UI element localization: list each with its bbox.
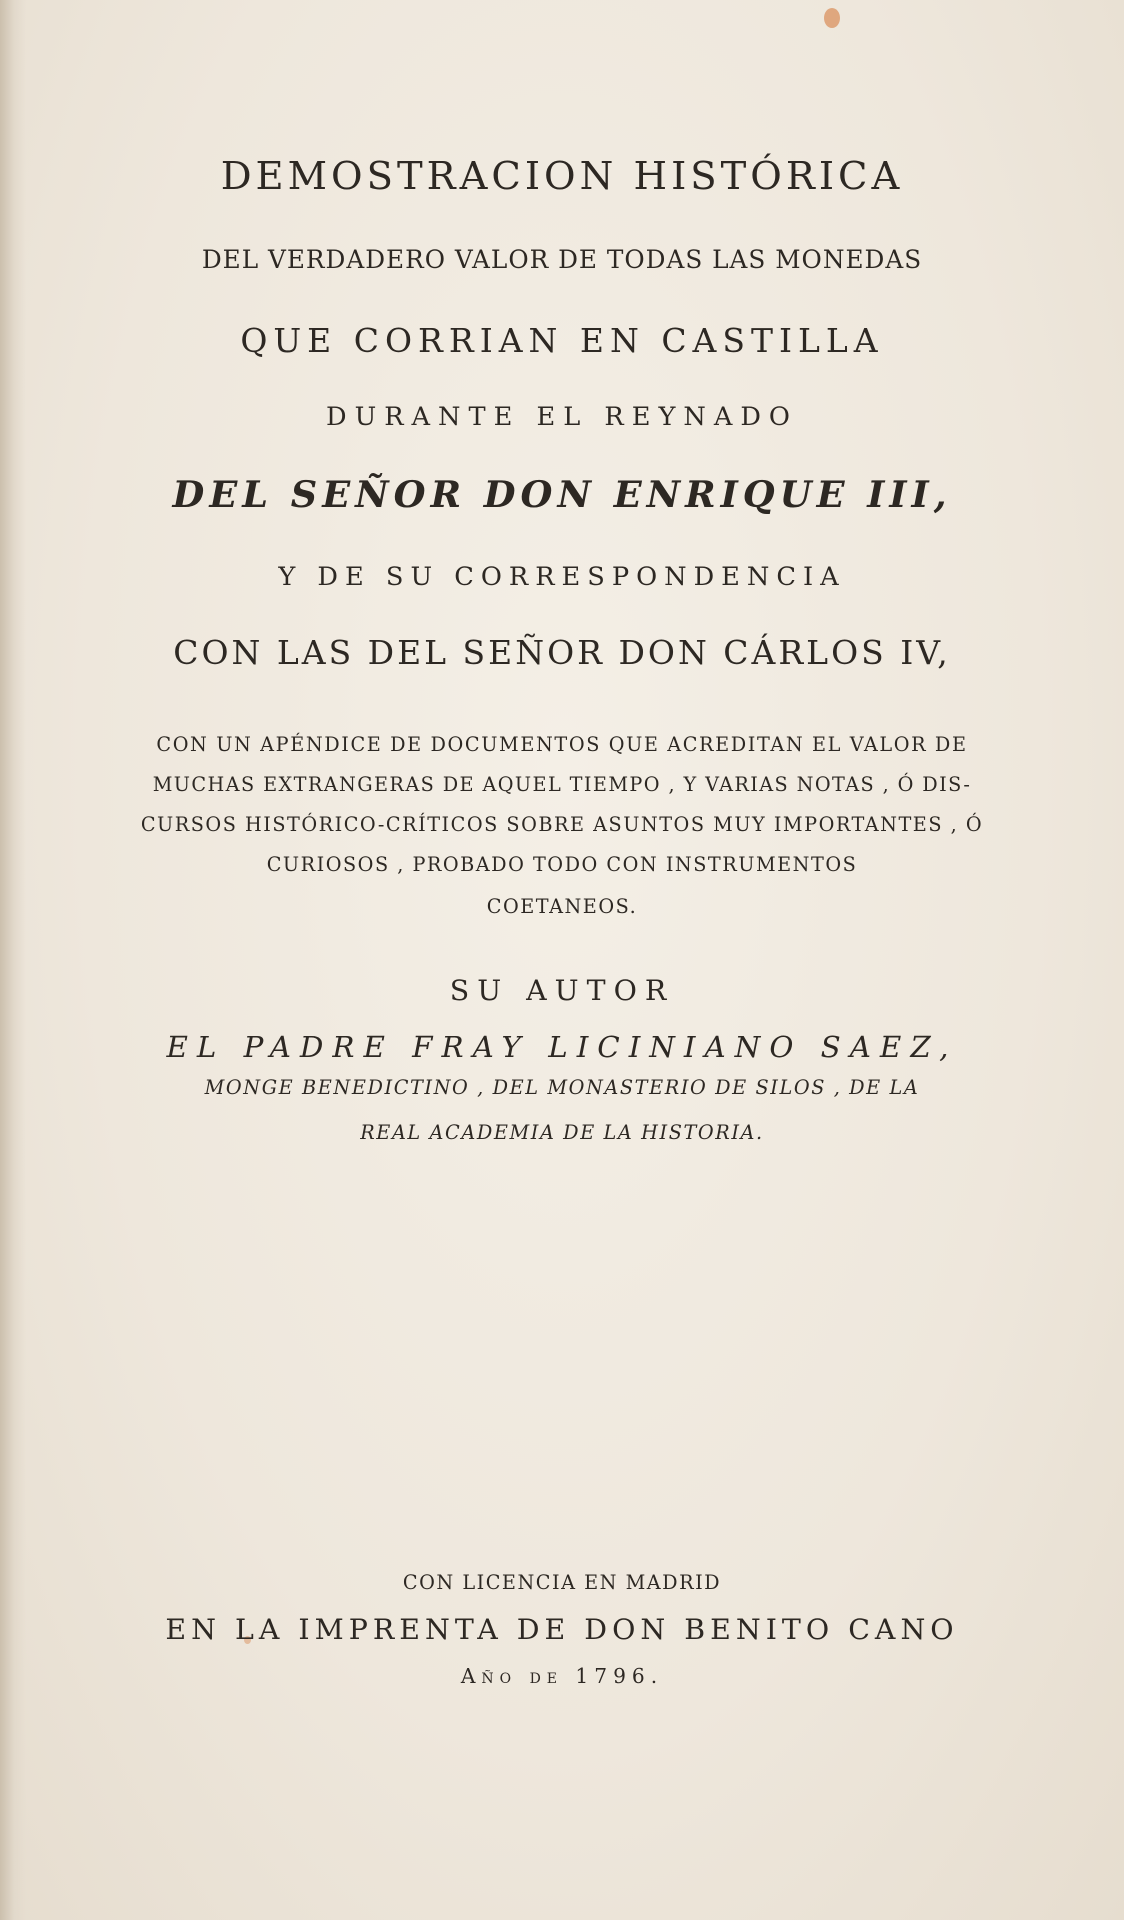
title-line-2: DEL VERDADERO VALOR DE TODAS LAS MONEDAS <box>201 245 923 274</box>
appendix-line-4: CURIOSOS , PROBADO TODO CON INSTRUMENTOS <box>266 853 858 876</box>
author-heading: SU AUTOR <box>449 974 675 1007</box>
appendix-line-5: COETANEOS. <box>486 895 638 918</box>
title-line-7: CON LAS DEL SEÑOR DON CÁRLOS IV, <box>173 633 951 672</box>
author-affiliation-1: MONGE BENEDICTINO , DEL MONASTERIO DE SILOS , DE LA <box>204 1076 920 1099</box>
title-line-6: Y DE SU CORRESPONDENCIA <box>278 562 846 592</box>
imprint-printer: EN LA IMPRENTA DE DON BENITO CANO <box>165 1613 959 1646</box>
title-line-1: DEMOSTRACION HISTÓRICA <box>220 154 904 199</box>
imprint-license: CON LICENCIA EN MADRID <box>402 1571 722 1594</box>
title-line-4: DURANTE EL REYNADO <box>326 402 798 432</box>
foxing-spot <box>824 8 840 28</box>
appendix-line-3: CURSOS HISTÓRICO-CRÍTICOS SOBRE ASUNTOS MUY IMPORTANTES , Ó <box>140 813 984 836</box>
title-line-5: DEL SEÑOR DON ENRIQUE III, <box>172 473 952 516</box>
appendix-line-2: MUCHAS EXTRANGERAS DE AQUEL TIEMPO , Y VARIAS NOTAS , Ó DIS- <box>152 773 972 796</box>
imprint-year: Año de 1796. <box>460 1664 664 1688</box>
appendix-line-1: CON UN APÉNDICE DE DOCUMENTOS QUE ACREDITAN EL VALOR DE <box>156 733 968 756</box>
author-name: EL PADRE FRAY LICINIANO SAEZ, <box>166 1030 958 1064</box>
author-affiliation-2: REAL ACADEMIA DE LA HISTORIA. <box>360 1121 764 1144</box>
title-line-3: QUE CORRIAN EN CASTILLA <box>240 321 884 360</box>
